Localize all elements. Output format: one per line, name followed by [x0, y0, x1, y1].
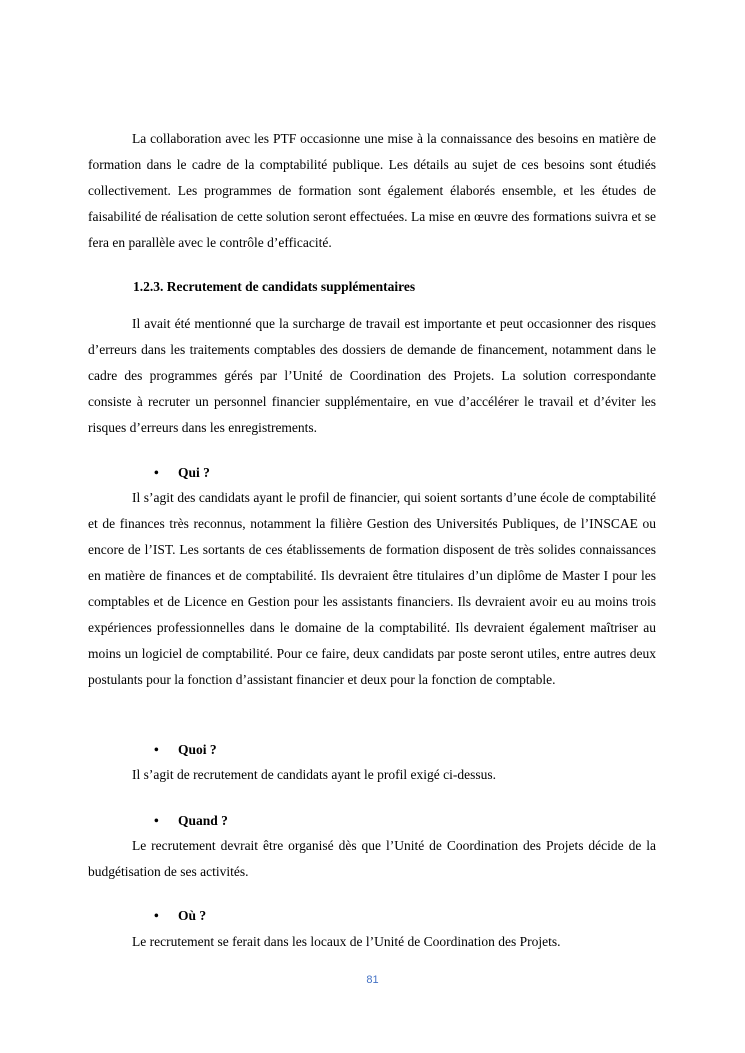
paragraph-collaboration [88, 126, 656, 256]
section-heading: 1.2.3. Recrutement de candidats supplémentaires [133, 279, 416, 294]
bullet-dot-icon: • [154, 908, 159, 923]
paragraph-candidats [88, 485, 656, 693]
paragraph-collaboration-text: La collaboration avec les PTF occasionne une mise à la connaissance des besoins en matière de formation dans le cadre de la comptabilité publique. Les détails au sujet de ces besoins sont étudiés collectivement. Les programmes de formation sont également élaborés ensemble, et les études de faisabilité de réalisation de cette solution seront effectuées. La mise en œuvre des formations suivra et se fera en parallèle avec le contrôle d’efficacité. [88, 131, 656, 250]
bullet-dot-icon: • [154, 465, 159, 480]
paragraph-ou-text: Le recrutement se ferait dans les locaux de l’Unité de Coordination des Projets. [132, 934, 561, 949]
bullet-qui-label: Qui ? [178, 465, 210, 480]
bullet-dot-icon: • [154, 742, 159, 757]
bullet-ou [154, 906, 206, 926]
page-number: 81 [366, 974, 379, 986]
paragraph-quoi [88, 762, 656, 788]
paragraph-ou [88, 929, 656, 955]
bullet-quoi [154, 740, 217, 760]
bullet-quand [154, 811, 228, 831]
bullet-qui [154, 463, 210, 483]
bullet-dot-icon: • [154, 813, 159, 828]
paragraph-quand-text: Le recrutement devrait être organisé dès que l’Unité de Coordination des Projets décide de la budgétisation de ses activités. [88, 838, 656, 879]
paragraph-candidats-text: Il s’agit des candidats ayant le profil de financier, qui soient sortants d’une école de comptabilité et de finances très reconnus, notamment la filière Gestion des Universités Publiques, de l’INSCAE ou encore de l’IST. Les sortants de ces établissements de formation disposent de très solides connaissances en matière de finances et de comptabilité. Ils devraient être titulaires d’un diplôme de Master I pour les comptables et de Licence en Gestion pour les assistants financiers. Ils devraient avoir eu au moins trois expériences professionnelles dans le domaine de la comptabilité. Ils devraient également maîtriser au moins un logiciel de comptabilité. Pour ce faire, deux candidats par poste seront utiles, entre autres deux postulants pour la fonction d’assistant financier et deux pour la fonction de comptable. [88, 490, 656, 687]
bullet-quand-label: Quand ? [178, 813, 228, 828]
bullet-quoi-label: Quoi ? [178, 742, 217, 757]
paragraph-quand [88, 833, 656, 885]
paragraph-surcharge-text: Il avait été mentionné que la surcharge de travail est importante et peut occasionner des risques d’erreurs dans les traitements comptables des dossiers de demande de financement, notamment dans le cadre des programmes gérés par l’Unité de Coordination des Projets. La solution correspondante consiste à recruter un personnel financier supplémentaire, en vue d’accélérer le travail et d’éviter les risques d’erreurs dans les enregistrements. [88, 316, 656, 435]
bullet-ou-label: Où ? [178, 908, 207, 923]
paragraph-surcharge [88, 311, 656, 441]
paragraph-quoi-text: Il s’agit de recrutement de candidats ayant le profil exigé ci-dessus. [132, 767, 496, 782]
